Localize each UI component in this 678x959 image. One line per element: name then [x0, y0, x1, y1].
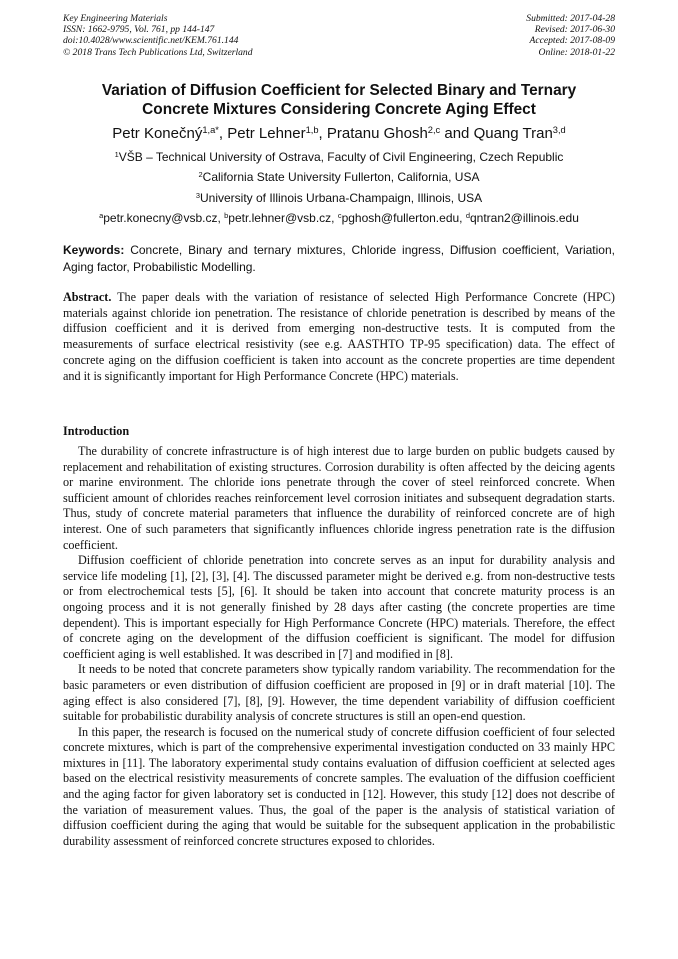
email: $^c$pghosh@fullerton.edu, [337, 210, 466, 225]
affiliation-1: $^1$VŠB – Technical University of Ostrava, Faculty of Civil Engineering, Czech Republic [114, 149, 564, 164]
publication-dates [526, 13, 615, 58]
author: Petr Konečný$^{1,a*}$, [112, 124, 228, 142]
introduction-body [63, 444, 615, 849]
paragraph: In this paper, the research is focused on the numerical study of concrete diffusion coefficient of four selected concrete mixtures, which is part of the comprehensive experimental investigation conducted on 33 mainly HPC mixtures in [11]. The laboratory experimental study contains evaluation of diffusion coefficient at selected ages based on the electrical resistivity measurements of concrete samples. The evaluation of the diffusion coefficient and the aging factor for given laboratory set is conducted in [12]. However, this study [12] does not describe of the variation of measurement values. Thus, the goal of the paper is the analysis of statistical variation of diffusion coefficient during the aging that would be suitable for the subsequent application in the probabilistic durability assessment of reinforced concrete structures exposed to chlorides. [63, 724, 615, 848]
abstract-label: Abstract. [63, 290, 112, 304]
author: Pratanu Ghosh$^{2,c}$ and [326, 124, 474, 142]
keywords [63, 242, 615, 275]
accepted-date: Accepted: 2017-08-09 [529, 35, 615, 47]
email: $^a$petr.konecny@vsb.cz, [99, 210, 225, 225]
paragraph: It needs to be noted that concrete parameters show typically random variability. The recommendation for the basic parameters or even distribution of diffusion coefficient are proposed in [9] or in draft material [10]. The aging effect is also considered [7], [8], [9]. However, the time dependent variability of diffusion coefficient suitable for probabilistic durability analysis of concrete structures is still an open-end question. [63, 662, 615, 724]
affiliation-3: $^3$University of Illinois Urbana-Champaign, Illinois, USA [195, 190, 483, 205]
author-emails [63, 211, 615, 226]
paragraph: The durability of concrete infrastructure is of high interest due to large burden on public budgets caused by replacement and rehabilitation of existing structures. Corrosion durability is often affected by the deicing agents or marine environment. The chloride ions penetrate through the cover of steel reinforced concrete. When sufficient amount of chlorides reaches reinforcement level corrosion initiates and subsequent degradation starts. Thus, study of concrete material parameters that influence the durability of reinforced concrete are of high interest. One of such parameters that significantly influences chloride ingress penetration rate is the diffusion coefficient. [63, 444, 615, 552]
keywords-label: Keywords: [63, 243, 125, 257]
email: $^b$petr.lehner@vsb.cz, [224, 210, 338, 225]
abstract [63, 290, 615, 384]
online-date: Online: 2018-01-22 [538, 46, 615, 58]
submitted-date: Submitted: 2017-04-28 [526, 13, 615, 24]
affiliation-2: $^2$California State University Fullerton, California, USA [198, 169, 480, 184]
journal-info [63, 13, 253, 58]
doi: doi:10.4028/www.scientific.net/KEM.761.144 [63, 35, 239, 47]
keywords-text: Concrete, Binary and ternary mixtures, Chloride ingress, Diffusion coefficient, Variation, Aging factor, Probabilistic Modelling. [63, 243, 615, 274]
paragraph: Diffusion coefficient of chloride penetration into concrete serves as an input for durability analysis and service life modeling [1], [2], [3], [4]. The discussed parameter might be derived e.g. from non-destructive tests or from electrochemical tests [5], [6]. It should be taken into account that concrete maturity process is an ongoing process and it is not generally finished by 28 days after casting (the concrete properties are time dependent). This is important especially for High Performance Concrete (HPC) materials. Therefore, the effect of concrete aging on the development of the diffusion coefficient is significant. The model for diffusion coefficient aging is well established. It was described in [7] and modified in [8]. [63, 553, 615, 661]
journal-name: Key Engineering Materials [63, 13, 168, 24]
copyright: © 2018 Trans Tech Publications Ltd, Switzerland [63, 46, 253, 58]
author: Quang Tran$^{3,d}$ [473, 124, 566, 142]
issn: ISSN: 1662-9795, Vol. 761, pp 144-147 [63, 24, 215, 36]
abstract-text: The paper deals with the variation of resistance of selected High Performance Concrete (HPC) materials against chloride ion penetration. The resistance of chloride penetration is described by means of the diffusion coefficient and it is derived from emerging non-destructive tests. It is computed from the measurements of surface electrical resistivity (see e.g. AASTHTO TP-95 specification) data. The effect of concrete aging on the diffusion coefficient is taken into account as the concrete properties are time dependent and it is significantly important for High Performance Concrete (HPC) materials. [63, 290, 615, 383]
revised-date: Revised: 2017-06-30 [534, 24, 615, 36]
section-heading-introduction: Introduction [63, 424, 130, 438]
paper-title [63, 81, 615, 119]
author: Petr Lehner$^{1,b}$, [227, 124, 327, 142]
email: $^d$qntran2@illinois.edu [465, 210, 579, 225]
author-list [63, 124, 615, 144]
title-line-2: Concrete Mixtures Considering Concrete Aging Effect [142, 101, 536, 118]
title-line-1: Variation of Diffusion Coefficient for Selected Binary and Ternary [101, 82, 577, 99]
